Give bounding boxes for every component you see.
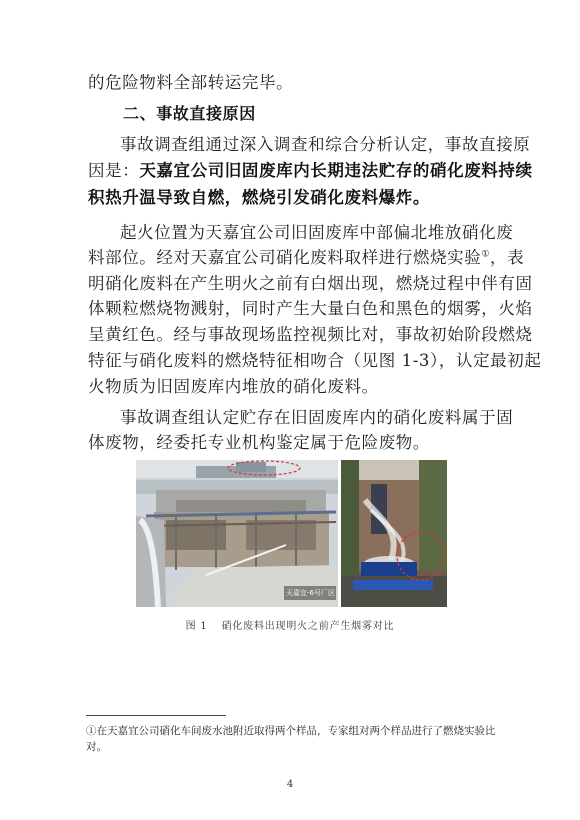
footnote-text: ①在天嘉宜公司硝化车间废水池附近取得两个样品，专家组对两个样品进行了燃烧实验比 [86, 725, 496, 737]
comparison-figure [136, 460, 447, 607]
body-text-line [88, 247, 580, 269]
figure-caption [0, 617, 580, 632]
body-text-line [88, 160, 580, 182]
body-text-segment: ，表 [489, 248, 525, 267]
footnote-marker: ① [481, 249, 490, 260]
conclusion-text: 天嘉宜公司旧固废库内长期违法贮存的硝化废料持续 [139, 161, 533, 180]
conclusion-text: 积热升温导致自燃，燃烧引发硝化废料爆炸。 [88, 188, 430, 207]
body-text-line: 特征与硝化废料的燃烧特征相吻合（见图 1-3），认定最初起 [88, 351, 542, 370]
body-text-segment: 因是： [88, 161, 140, 180]
figure-number: 图 1 [185, 621, 208, 632]
surveillance-photo [136, 460, 338, 607]
body-text-line: 火物质为旧固废库内堆放的硝化废料。 [88, 377, 379, 396]
body-text-line: 事故调查组认定贮存在旧固废库内的硝化废料属于固 [120, 408, 514, 427]
body-text-line: 体颗粒燃烧物溅射，同时产生大量白色和黑色的烟雾，火焰 [88, 299, 533, 318]
body-text-line: 体废物，经委托专业机构鉴定属于危险废物。 [88, 433, 430, 452]
body-text-line: 明硝化废料在产生明火之前有白烟出现，燃烧过程中伴有固 [88, 274, 533, 293]
body-text-line: 的危险物料全部转运完毕。 [88, 73, 294, 92]
camera-location-label: 天嘉宜-6号厂区 [286, 589, 335, 597]
section-heading: 二、事故直接原因 [123, 104, 256, 123]
combustion-test-photo [341, 460, 447, 607]
surveillance-photo-graphic [136, 460, 338, 607]
combustion-test-photo-graphic [341, 460, 447, 607]
footnote-divider [86, 715, 226, 716]
body-text-line: 起火位置为天嘉宜公司旧固废库中部偏北堆放硝化废 [120, 223, 514, 242]
body-text-line: 呈黄红色。经与事故现场监控视频比对，事故初始阶段燃烧 [88, 325, 533, 344]
page-number: 4 [286, 779, 294, 790]
footnote-text: 对。 [86, 741, 107, 753]
figure-caption-text: 硝化废料出现明火之前产生烟雾对比 [221, 621, 395, 632]
body-text-segment: 料部位。经对天嘉宜公司硝化废料取样进行燃烧实验 [88, 248, 482, 267]
body-text-line: 事故调查组通过深入调查和综合分析认定，事故直接原 [120, 135, 531, 154]
